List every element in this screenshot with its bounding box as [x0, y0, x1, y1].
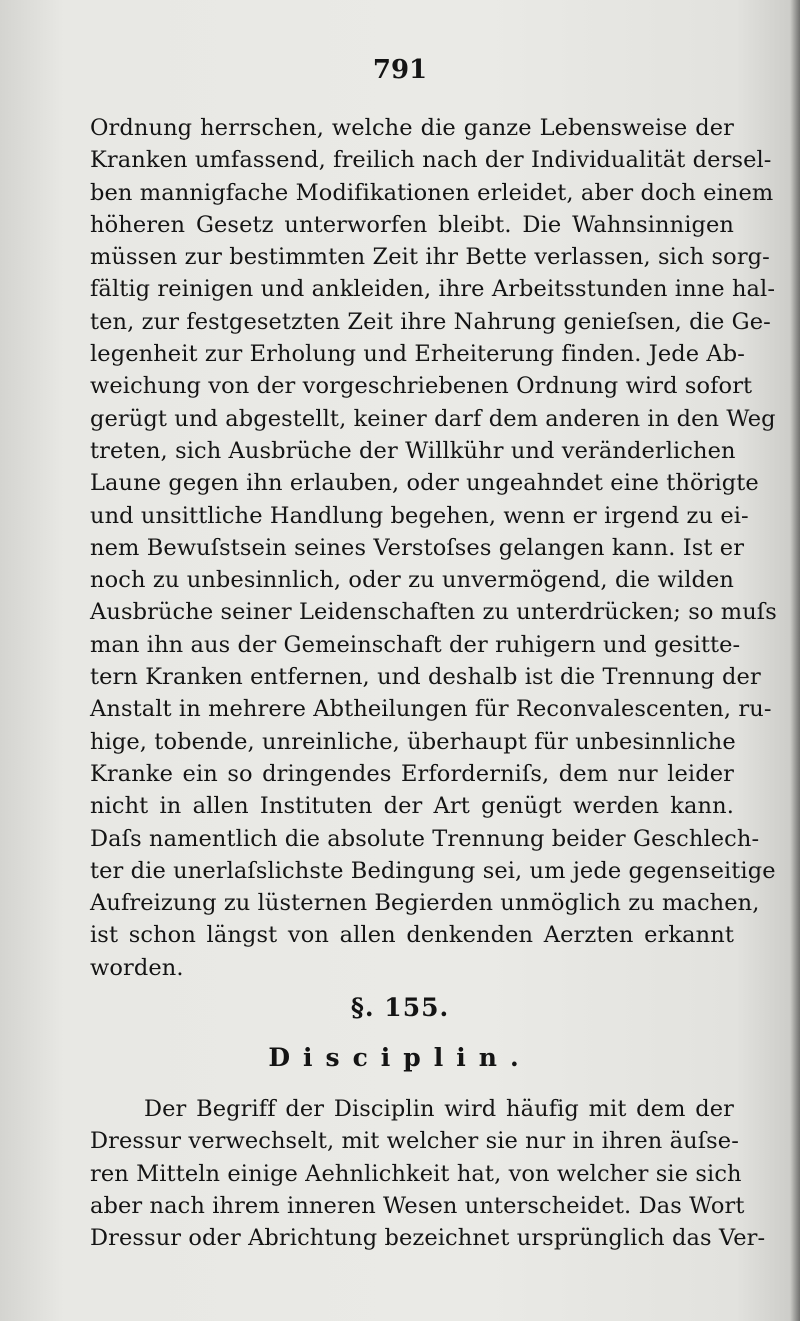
text-line: müssen zur bestimmten Zeit ihr Bette verlassen, sich sorg-: [90, 244, 770, 271]
text-line: Dressur verwechselt, mit welcher sie nur in ihren äuſse-: [90, 1128, 739, 1155]
text-line: Daſs namentlich die absolute Trennung beider Geschlech-: [90, 825, 760, 852]
text-line: ten, zur festgesetzten Zeit ihre Nahrung genieſsen, die Ge-: [90, 308, 771, 335]
text-line: nem Bewuſstsein seines Verstoſses gelangen kann. Ist er: [90, 534, 745, 561]
text-line: noch zu unbesinnlich, oder zu unvermögend, die wilden: [90, 567, 734, 594]
text-line: tern Kranken entfernen, und deshalb ist die Trennung der: [90, 664, 761, 691]
text-line: man ihn aus der Gemeinschaft der ruhigern und gesitte-: [90, 631, 741, 658]
text-line: Anstalt in mehrere Abtheilungen für Reconvalescenten, ru-: [90, 696, 772, 723]
text-line: Kranke ein so dringendes Erforderniſs, dem nur leider: [90, 760, 734, 787]
text-line: Ordnung herrschen, welche die ganze Lebensweise der: [90, 115, 734, 141]
text-line: legenheit zur Erholung und Erheiterung finden. Jede Ab-: [90, 341, 745, 368]
text-line: ren Mitteln einige Aehnlichkeit hat, von welcher sie sich: [90, 1160, 742, 1187]
paragraph-continuation: [90, 112, 777, 984]
text-line: ist schon längst von allen denkenden Aerzten erkannt: [90, 922, 734, 949]
section-title: Disciplin.: [268, 1043, 532, 1072]
text-line: gerügt und abgestellt, keiner darf dem anderen in den Weg: [90, 405, 776, 432]
text-line: aber nach ihrem inneren Wesen unterscheidet. Das Wort: [90, 1192, 745, 1219]
text-line: Aufreizung zu lüsternen Begierden unmöglich zu machen,: [90, 890, 760, 917]
text-line: ter die unerlaſslichste Bedingung sei, um jede gegenseitige: [90, 857, 776, 884]
page-number: 791: [372, 55, 428, 85]
text-line: treten, sich Ausbrüche der Willkühr und veränderlichen: [90, 437, 736, 464]
text-line: Ausbrüche seiner Leidenschaften zu unterdrücken; so muſs: [90, 599, 777, 626]
text-line: höheren Gesetz unterworfen bleibt. Die Wahnsinnigen: [90, 211, 734, 238]
section-number: §. 155.: [350, 993, 450, 1022]
text-line: ben mannigfache Modifikationen erleidet, aber doch einem: [90, 179, 774, 206]
paragraph-disciplin: [90, 1093, 766, 1254]
text-line: fältig reinigen und ankleiden, ihre Arbeitsstunden inne hal-: [90, 276, 776, 303]
text-line: nicht in allen Instituten der Art genügt werden kann.: [90, 793, 734, 820]
text-line: Laune gegen ihn erlauben, oder ungeahndet eine thörigte: [90, 470, 759, 497]
text-line: Kranken umfassend, freilich nach der Individualität dersel-: [90, 147, 772, 174]
text-line: Dressur oder Abrichtung bezeichnet ursprünglich das Ver-: [90, 1225, 766, 1252]
text-line: weichung von der vorgeschriebenen Ordnung wird sofort: [90, 373, 753, 400]
text-line: worden.: [90, 954, 184, 981]
text-line: hige, tobende, unreinliche, überhaupt für unbesinnliche: [90, 728, 736, 755]
text-line: und unsittliche Handlung begehen, wenn er irgend zu ei-: [90, 502, 749, 529]
text-line: Der Begriff der Disciplin wird häufig mit dem der: [144, 1096, 734, 1122]
page-edge-shadow: [790, 0, 800, 1321]
